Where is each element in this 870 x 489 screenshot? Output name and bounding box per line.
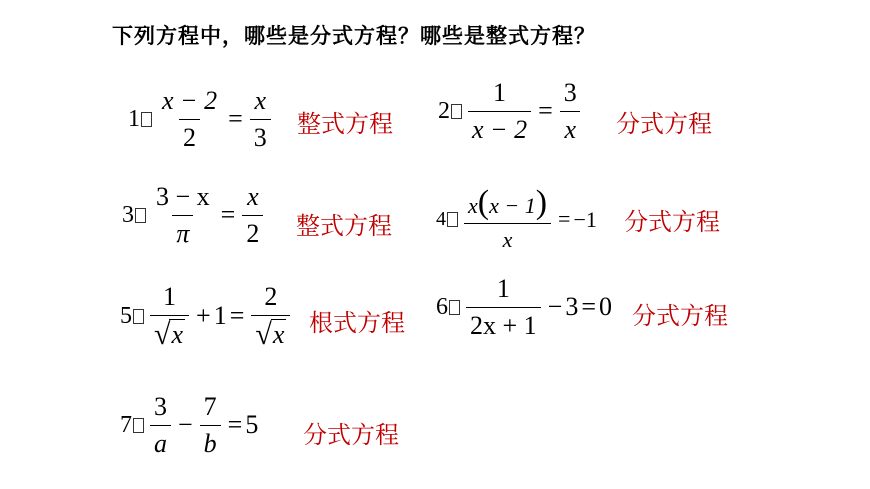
- fraction-right: [560, 78, 581, 145]
- constant-one: 1: [213, 301, 227, 331]
- equals-sign: =: [581, 292, 597, 322]
- numerator: x(x − 1): [468, 184, 548, 221]
- missing-glyph-box: [447, 212, 458, 227]
- denominator: x: [464, 223, 551, 252]
- right-hand-side: −1: [573, 206, 597, 232]
- minus-sign: −: [547, 292, 563, 322]
- numerator: 2: [264, 282, 278, 311]
- square-root: √ x: [154, 317, 184, 351]
- right-hand-side: 5: [245, 410, 259, 440]
- denominator: [251, 315, 290, 351]
- equation-3: [122, 182, 267, 249]
- fraction-left: [158, 86, 221, 153]
- equals-sign: =: [229, 301, 245, 331]
- numerator: 3: [154, 392, 167, 421]
- denominator: 2: [242, 215, 263, 249]
- equation-6: [436, 274, 612, 341]
- equation-index: 5: [120, 302, 132, 329]
- left-paren: (: [477, 184, 490, 221]
- equation-4-type-label: 分式方程: [624, 208, 720, 236]
- fraction-left: [152, 182, 214, 249]
- right-hand-side: 0: [599, 292, 613, 322]
- denominator: a: [150, 425, 171, 459]
- equals-sign: =: [228, 104, 243, 134]
- denominator: 3: [250, 119, 271, 153]
- question-title: 下列方程中，哪些是分式方程？哪些是整式方程？: [112, 24, 596, 48]
- numerator: 1: [493, 78, 507, 107]
- numerator: 7: [203, 392, 217, 421]
- equation-index: 6: [436, 293, 448, 320]
- equation-7-type-label: 分式方程: [303, 421, 399, 449]
- equation-7: [120, 392, 258, 459]
- equals-sign: =: [538, 96, 553, 126]
- equation-1-type-label: 整式方程: [297, 110, 393, 138]
- denominator: 2x + 1: [466, 307, 541, 341]
- denominator: x: [560, 111, 580, 145]
- equation-5-type-label: 根式方程: [309, 309, 405, 337]
- numerator: 3 − x: [156, 182, 210, 211]
- equation-2: [438, 78, 585, 145]
- numerator: x: [247, 182, 259, 211]
- fraction-right: [251, 282, 290, 351]
- constant-three: 3: [565, 292, 579, 322]
- denominator: x − 2: [468, 111, 531, 145]
- missing-glyph-box: [141, 112, 152, 127]
- fraction-left: [150, 392, 171, 459]
- equation-5: [120, 282, 294, 351]
- fraction-right: [250, 86, 271, 153]
- numerator: x − 2: [162, 86, 218, 115]
- numerator: 1: [163, 282, 176, 311]
- equation-6-type-label: 分式方程: [632, 302, 728, 330]
- equation-index: 1: [128, 105, 140, 132]
- fraction: [464, 186, 551, 252]
- fraction-right: [242, 182, 263, 249]
- equation-index: 4: [436, 207, 446, 230]
- equation-index: 2: [438, 97, 450, 124]
- fraction-left: [468, 78, 531, 145]
- equation-1: [128, 86, 275, 153]
- denominator: π: [172, 215, 193, 249]
- denominator: [150, 315, 189, 351]
- numerator: 3: [563, 78, 577, 107]
- missing-glyph-box: [135, 208, 146, 223]
- right-paren: ): [535, 184, 548, 221]
- missing-glyph-box: [133, 418, 144, 433]
- equation-2-type-label: 分式方程: [616, 110, 712, 138]
- missing-glyph-box: [133, 309, 144, 324]
- plus-sign: +: [196, 301, 211, 331]
- denominator: 2: [179, 119, 200, 153]
- numerator: 1: [496, 274, 510, 303]
- equals-sign: =: [227, 410, 243, 440]
- equation-4: [436, 186, 597, 252]
- missing-glyph-box: [449, 300, 460, 315]
- equation-3-type-label: 整式方程: [296, 212, 392, 240]
- fraction-left: [150, 282, 189, 351]
- equals-sign: =: [558, 206, 571, 232]
- missing-glyph-box: [451, 104, 462, 119]
- equation-index: 3: [122, 201, 134, 228]
- equation-index: 7: [120, 411, 132, 438]
- minus-sign: −: [178, 410, 193, 440]
- fraction: [466, 274, 541, 341]
- square-root: √ x: [255, 317, 285, 351]
- numerator: x: [254, 86, 267, 115]
- denominator: b: [200, 425, 221, 459]
- fraction-right: [200, 392, 221, 459]
- equals-sign: =: [220, 200, 236, 230]
